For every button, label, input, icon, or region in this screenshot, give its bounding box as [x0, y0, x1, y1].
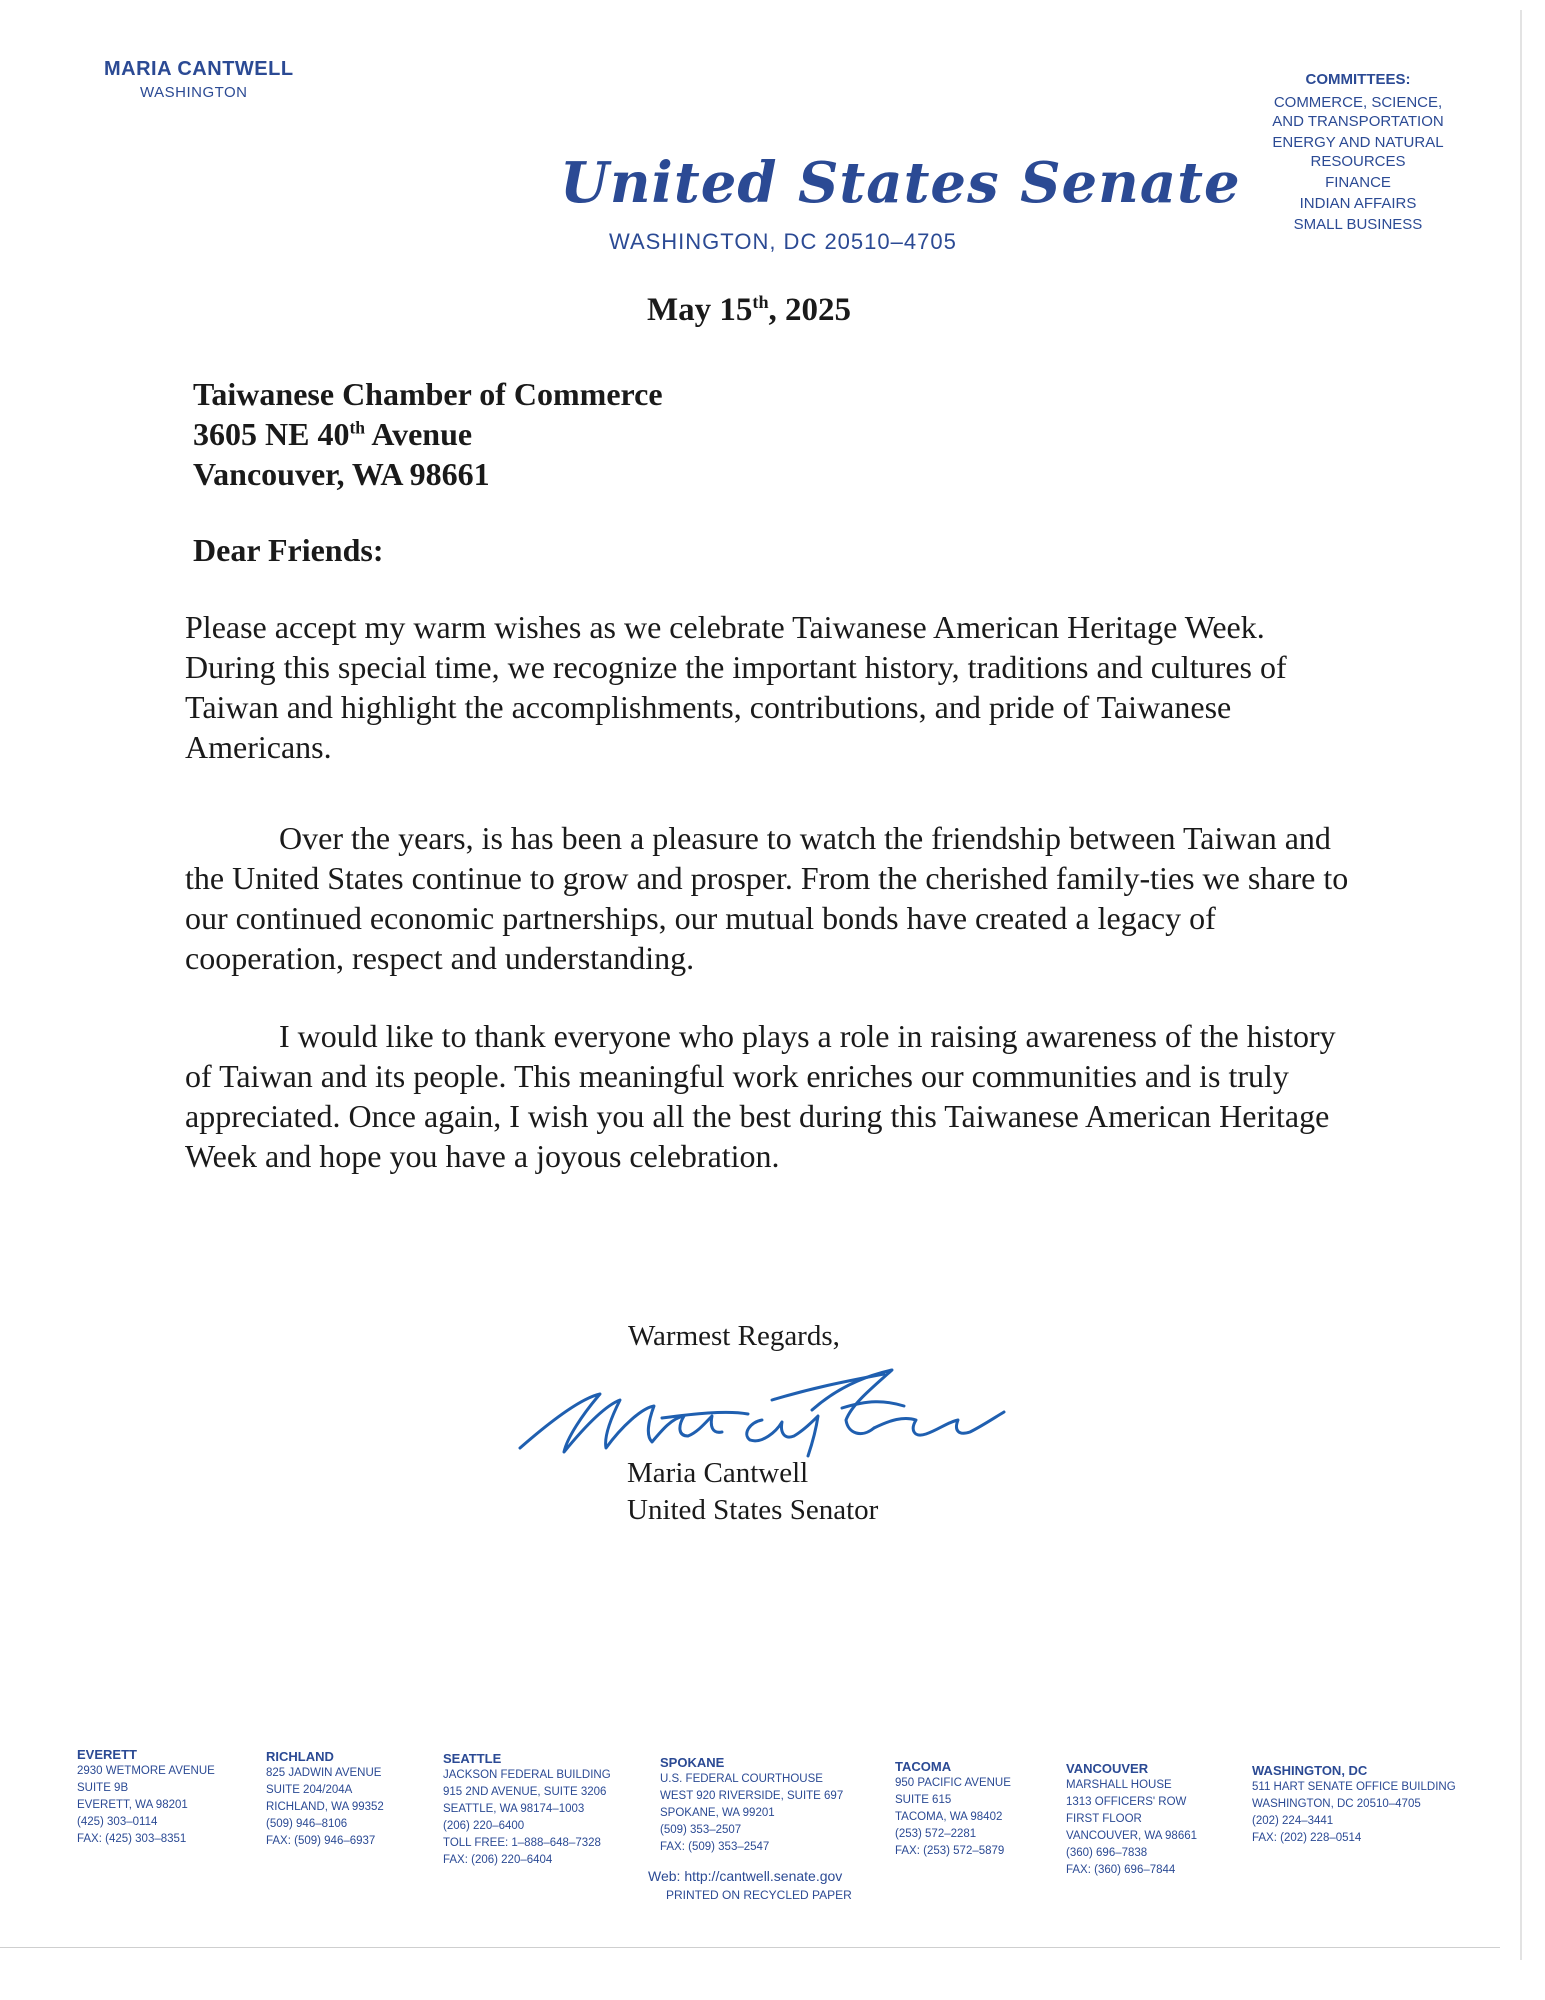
bottom-divider — [0, 1947, 1500, 1948]
recipient-street-suffix: th — [349, 417, 366, 438]
committee-item: ENERGY AND NATURAL RESOURCES — [1272, 134, 1444, 170]
recycled-paper-note: PRINTED ON RECYCLED PAPER — [666, 1888, 852, 1902]
office-name: SPOKANE — [660, 1755, 725, 1770]
office-line: SPOKANE, WA 99201 — [660, 1807, 775, 1819]
office-line: FAX: (206) 220–6404 — [443, 1854, 553, 1866]
committee-item: INDIAN AFFAIRS — [1299, 195, 1417, 212]
body-paragraph: Over the years, is has been a pleasure to watch the friendship between Taiwan and the United States continue to grow and prosper. From the cherished family-ties we share to our continued economic partnerships, our mutual bonds have created a legacy of cooperation, respect and understanding. — [185, 820, 1349, 976]
office-line: SUITE 9B — [77, 1782, 129, 1794]
office-line: FAX: (253) 572–5879 — [895, 1845, 1005, 1857]
office-line: 950 PACIFIC AVENUE — [895, 1777, 1011, 1789]
date-year: , 2025 — [768, 292, 852, 328]
office-line: VANCOUVER, WA 98661 — [1066, 1830, 1198, 1842]
committees-heading: COMMITTEES: — [1305, 71, 1411, 88]
committee-item: COMMERCE, SCIENCE, AND TRANSPORTATION — [1272, 94, 1444, 130]
office-line: TOLL FREE: 1–888–648–7328 — [443, 1837, 601, 1849]
office-line: (360) 696–7838 — [1066, 1847, 1148, 1859]
recipient-line-3: Vancouver, WA 98661 — [193, 456, 490, 492]
recipient-street-number: 3605 NE 40 — [193, 416, 350, 452]
office-line: 825 JADWIN AVENUE — [266, 1767, 382, 1779]
office-name: TACOMA — [895, 1759, 952, 1774]
closing: Warmest Regards, — [628, 1320, 840, 1352]
committee-item: FINANCE — [1325, 174, 1391, 191]
office-line: RICHLAND, WA 99352 — [266, 1801, 384, 1813]
body-paragraph: Please accept my warm wishes as we celebrate Taiwanese American Heritage Week. During this special time, we recognize the important history, traditions and cultures of Taiwan and highlight the accomplishments, contributions, and pride of Taiwanese Americans. — [185, 609, 1287, 765]
office-line: (425) 303–0114 — [77, 1816, 158, 1828]
date-suffix: th — [752, 292, 769, 312]
committees-block — [1258, 70, 1458, 236]
scan-edge-line — [1520, 10, 1522, 1960]
office-line: 915 2ND AVENUE, SUITE 3206 — [443, 1786, 607, 1798]
office-line: SEATTLE, WA 98174–1003 — [443, 1803, 585, 1815]
office-line: (509) 353–2507 — [660, 1824, 742, 1836]
signer-title: United States Senator — [627, 1494, 879, 1526]
office-line: SUITE 615 — [895, 1794, 952, 1806]
office-tacoma — [895, 1758, 1011, 1860]
office-washington-dc — [1252, 1762, 1456, 1847]
office-line: FAX: (509) 946–6937 — [266, 1835, 376, 1847]
committee-item: SMALL BUSINESS — [1293, 216, 1423, 233]
letterhead-address: WASHINGTON, DC 20510–4705 — [609, 229, 957, 254]
office-line: (202) 224–3441 — [1252, 1815, 1334, 1827]
sender-name: MARIA CANTWELL — [104, 58, 294, 80]
office-line: 2930 WETMORE AVENUE — [77, 1765, 215, 1777]
signature-scribble — [512, 1360, 1012, 1472]
body-paragraph: I would like to thank everyone who plays a role in raising awareness of the history of Taiwan and its people. This meaningful work enriches our communities and is truly appreciated. Once again, I wish you all the best during this Taiwanese American Heritage Week and hope you have a joyous celebration. — [185, 1018, 1336, 1174]
office-name: EVERETT — [77, 1747, 137, 1762]
letter-date — [647, 292, 851, 329]
recipient-line-1: Taiwanese Chamber of Commerce — [193, 376, 663, 412]
office-line: SUITE 204/204A — [266, 1784, 353, 1796]
recipient-address — [193, 374, 663, 494]
office-line: FAX: (509) 353–2547 — [660, 1841, 770, 1853]
office-vancouver — [1066, 1760, 1197, 1879]
website-link: Web: http://cantwell.senate.gov — [648, 1868, 843, 1884]
office-line: TACOMA, WA 98402 — [895, 1811, 1003, 1823]
office-line: MARSHALL HOUSE — [1066, 1779, 1172, 1791]
office-line: (253) 572–2281 — [895, 1828, 977, 1840]
office-line: U.S. FEDERAL COURTHOUSE — [660, 1773, 823, 1785]
office-seattle — [443, 1750, 611, 1869]
office-spokane — [660, 1754, 843, 1856]
office-line: 511 HART SENATE OFFICE BUILDING — [1252, 1781, 1456, 1793]
office-line: (509) 946–8106 — [266, 1818, 348, 1830]
recipient-street-name: Avenue — [365, 416, 473, 452]
office-line: WASHINGTON, DC 20510–4705 — [1252, 1798, 1421, 1810]
office-name: VANCOUVER — [1066, 1761, 1149, 1776]
date-month-day: May 15 — [647, 292, 753, 328]
letterhead-title: United States Senate — [560, 150, 1241, 216]
recipient-line-2 — [193, 414, 663, 454]
office-line: FAX: (360) 696–7844 — [1066, 1864, 1176, 1876]
office-line: FAX: (425) 303–8351 — [77, 1833, 187, 1845]
office-name: SEATTLE — [443, 1751, 502, 1766]
office-line: FIRST FLOOR — [1066, 1813, 1142, 1825]
office-line: JACKSON FEDERAL BUILDING — [443, 1769, 611, 1781]
office-line: WEST 920 RIVERSIDE, SUITE 697 — [660, 1790, 844, 1802]
office-line: EVERETT, WA 98201 — [77, 1799, 188, 1811]
office-line: FAX: (202) 228–0514 — [1252, 1832, 1362, 1844]
office-richland — [266, 1748, 384, 1850]
salutation: Dear Friends: — [193, 532, 384, 568]
office-name: WASHINGTON, DC — [1252, 1763, 1368, 1778]
office-name: RICHLAND — [266, 1749, 334, 1764]
office-line: (206) 220–6400 — [443, 1820, 525, 1832]
office-line: 1313 OFFICERS' ROW — [1066, 1796, 1187, 1808]
signer-name: Maria Cantwell — [627, 1457, 809, 1489]
office-everett — [77, 1746, 215, 1848]
sender-state: WASHINGTON — [140, 84, 248, 101]
signature — [512, 1360, 1012, 1472]
